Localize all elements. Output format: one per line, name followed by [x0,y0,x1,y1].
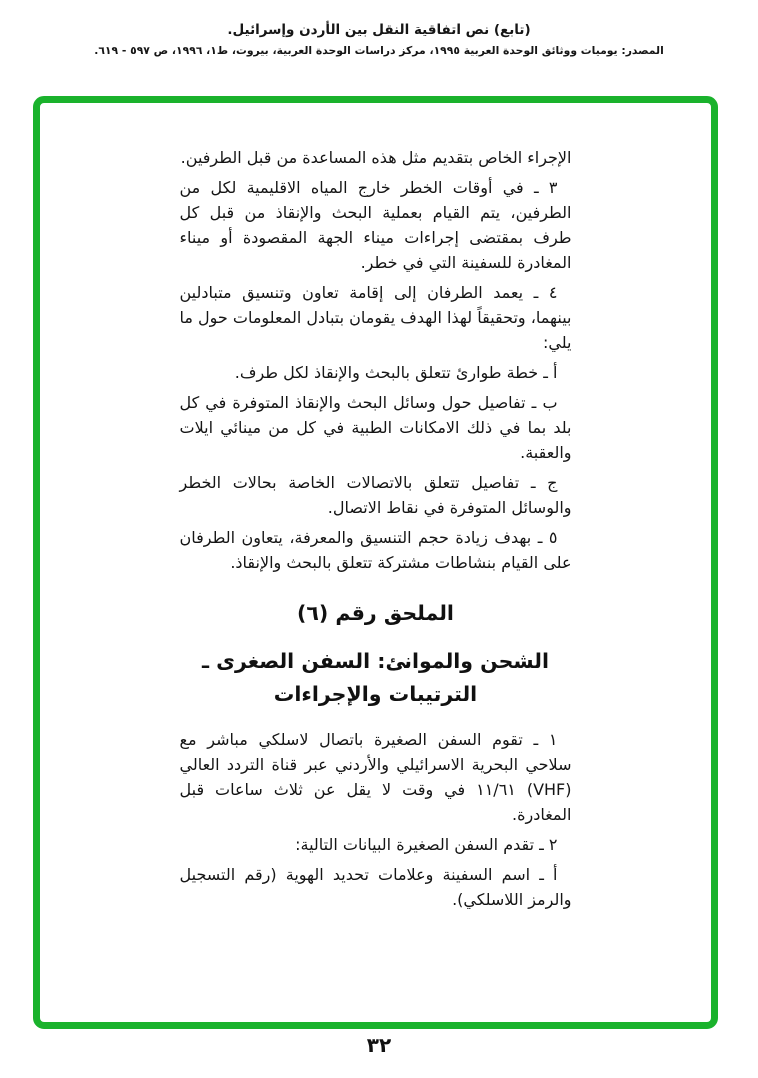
paragraphs-after-annex [180,727,572,912]
section-title-line2: الترتيبات والإجراءات [273,682,478,706]
document-content [180,145,572,912]
body-paragraph: ٢ ـ تقدم السفن الصغيرة البيانات التالية: [295,835,558,854]
body-paragraph: ٤ ـ يعمد الطرفان إلى إقامة تعاون وتنسيق متبادلين بينهما، وتحقيقاً لهذا الهدف يقومان بتبادل المعلومات حول ما يلي: [179,283,572,352]
body-paragraph: ب ـ تفاصيل حول وسائل البحث والإنقاذ المتوفرة في كل بلد بما في ذلك الامكانات الطبية في كل من مينائي ايلات والعقبة. [179,393,572,462]
annex-heading: الملحق رقم (٦) [297,601,454,625]
header-source-line: المصدر: يوميات ووثائق الوحدة العربية ١٩٩٥، مركز دراسات الوحدة العربية، بيروت، ط١، ١٩٩٦، ص ٥٩٧ - ٦١٩. [94,44,664,57]
green-border-frame [33,96,718,1029]
page-number: ٣٢ [366,1033,392,1057]
body-paragraph: ١ ـ تقوم السفن الصغيرة باتصال لاسلكي مباشر مع سلاحي البحرية الاسرائيلي والأردني عبر قناة التردد العالي (VHF) ١١/٦١ في وقت لا يقل عن ثلاث ساعات قبل المغادرة. [179,730,572,824]
body-paragraph: ج ـ تفاصيل تتعلق بالاتصالات الخاصة بحالات الخطر والوسائل المتوفرة في نقاط الاتصال. [179,473,572,517]
body-paragraph: الإجراء الخاص بتقديم مثل هذه المساعدة من قبل الطرفين. [180,148,572,167]
page-header [0,22,758,57]
section-title-line1: الشحن والموانئ: السفن الصغرى ـ [202,649,549,673]
body-paragraph: ٥ ـ بهدف زيادة حجم التنسيق والمعرفة، يتعاون الطرفان على القيام بنشاطات مشتركة تتعلق بالبحث والإنقاذ. [179,528,572,572]
body-paragraph: ٣ ـ في أوقات الخطر خارج المياه الاقليمية لكل من الطرفين، يتم القيام بعملية البحث والإنقاذ من قبل كل طرف بمقتضى إجراءات ميناء الجهة المقصودة أو ميناء المغادرة للسفينة التي في خطر. [179,178,572,272]
section-title [180,645,572,711]
body-paragraph: أ ـ خطة طوارئ تتعلق بالبحث والإنقاذ لكل طرف. [234,363,558,382]
body-paragraph: أ ـ اسم السفينة وعلامات تحديد الهوية (رقم التسجيل والرمز اللاسلكي). [179,865,572,909]
header-title: (تابع) نص اتفاقية النقل بين الأردن وإسرائيل. [227,22,531,38]
paragraphs-before-annex [180,145,572,575]
